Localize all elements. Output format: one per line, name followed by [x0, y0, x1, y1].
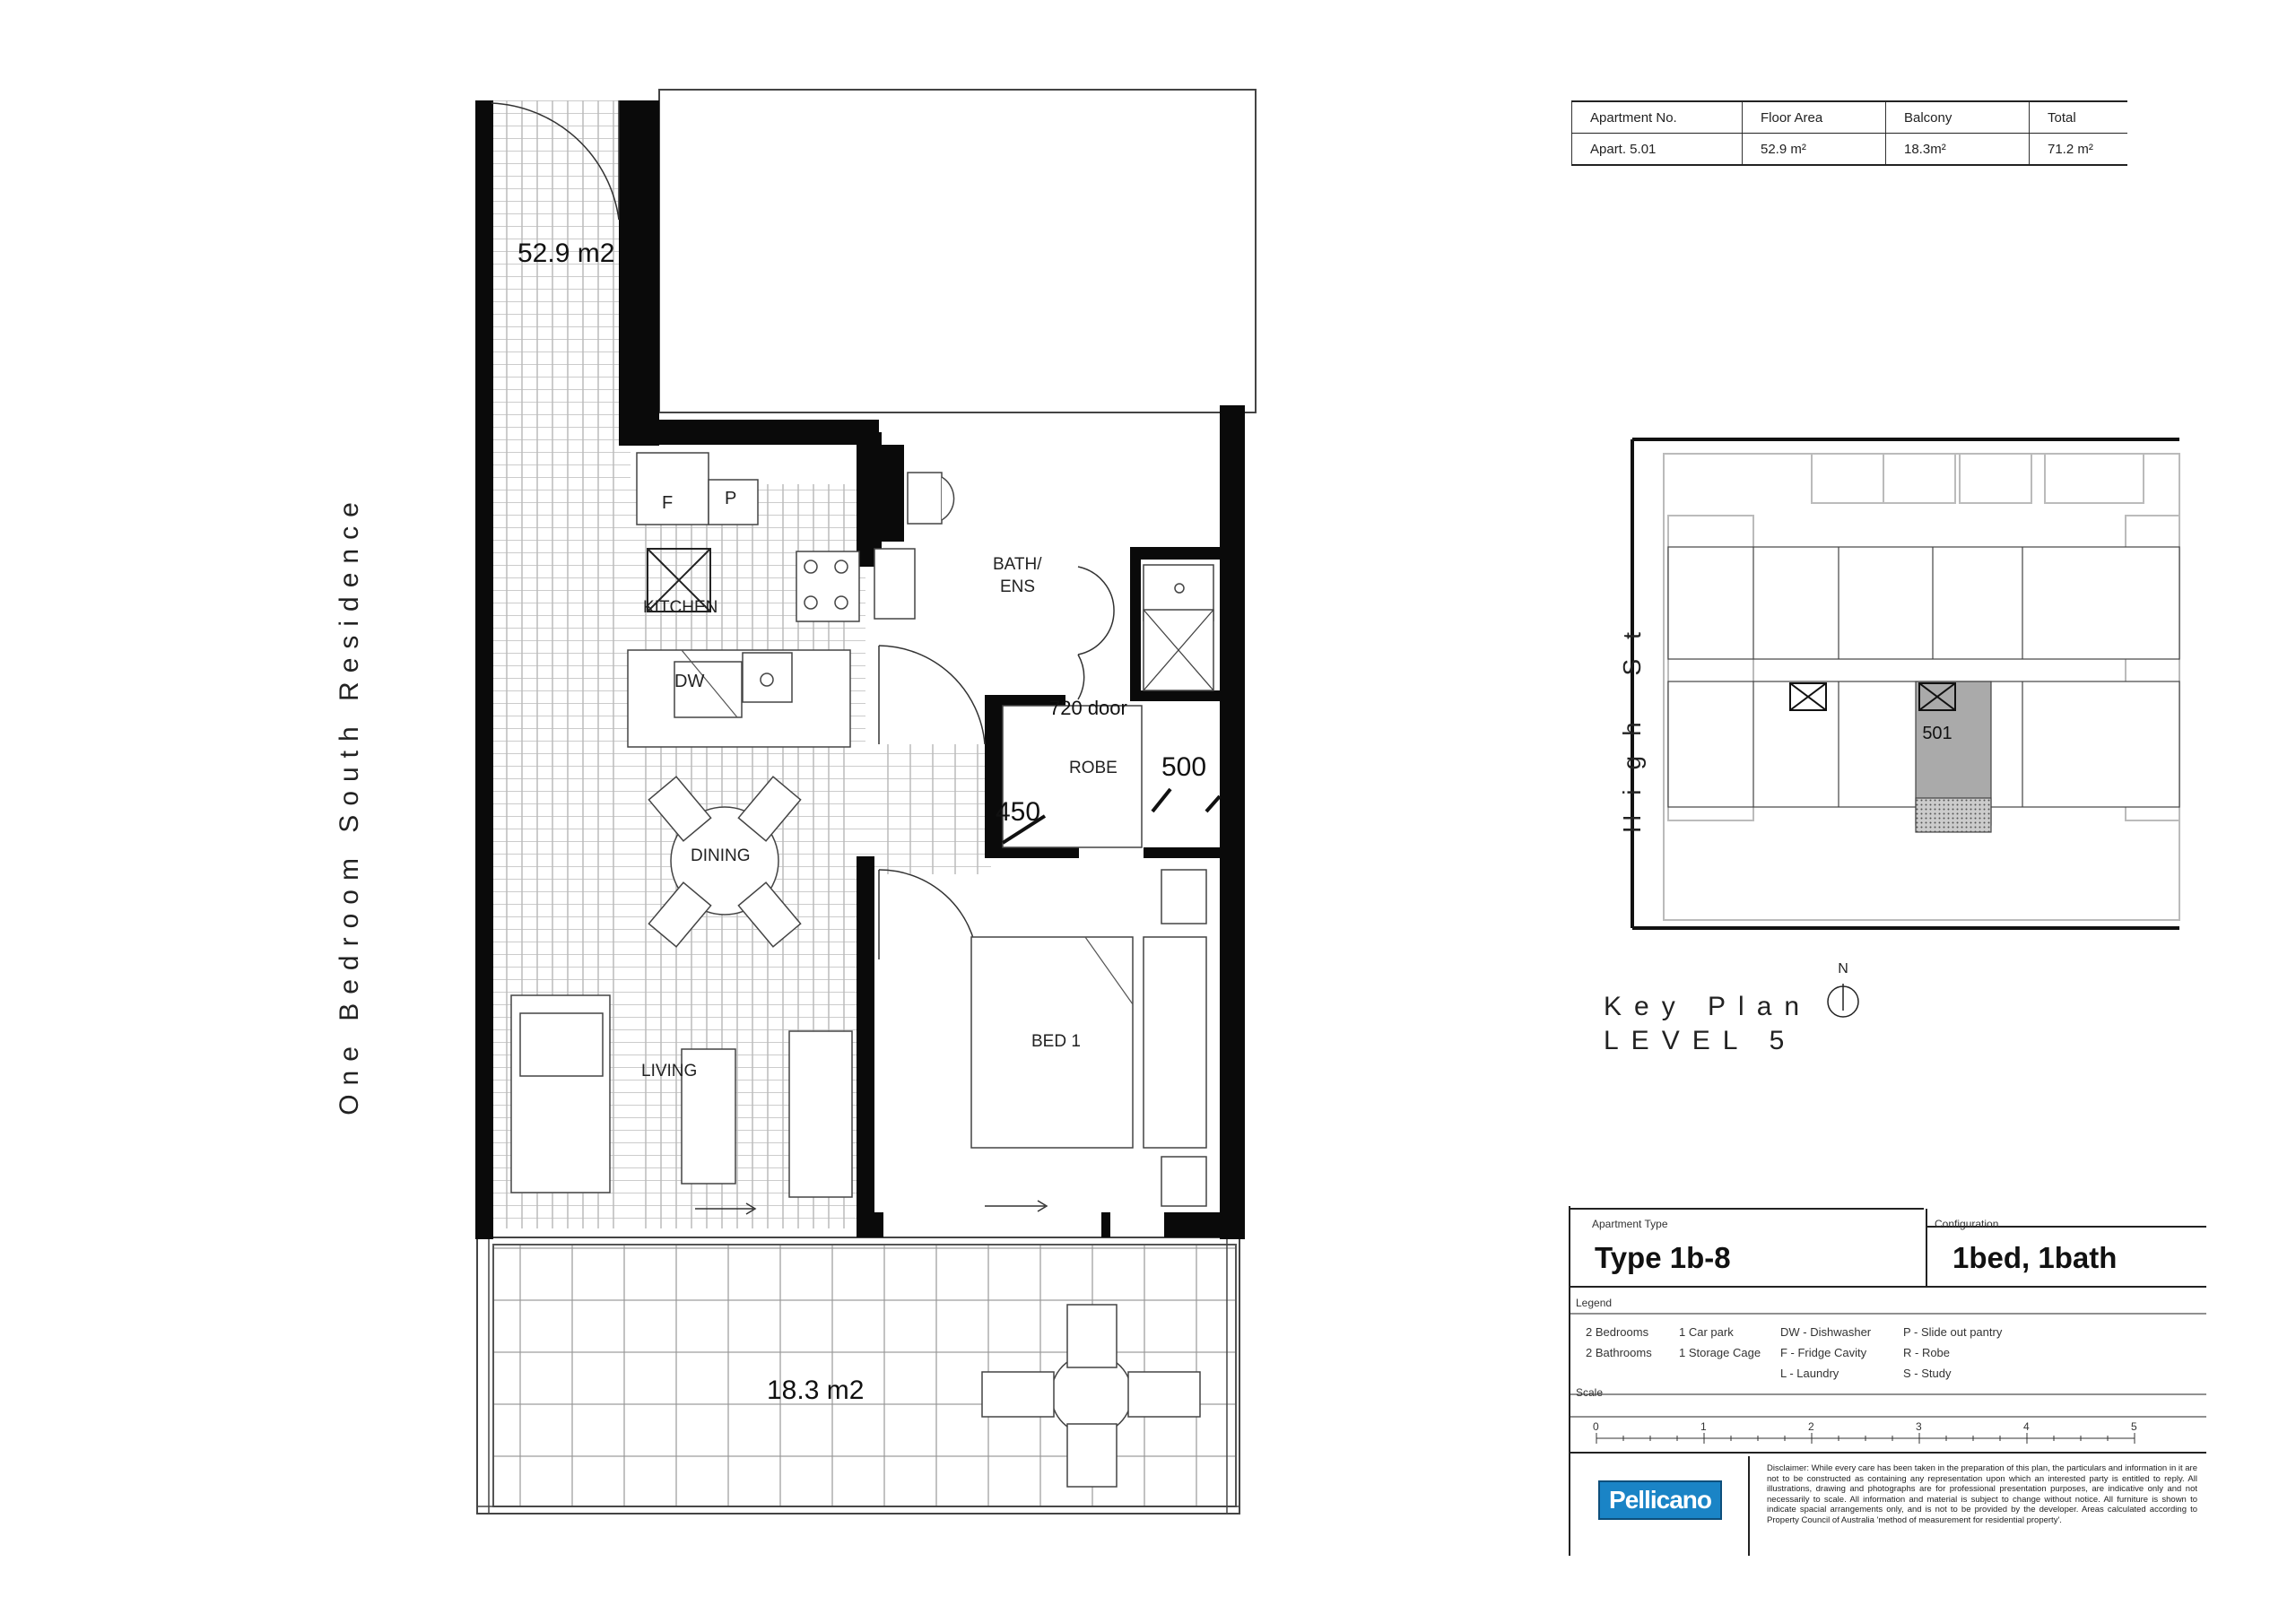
balcony-area-label: 18.3 m2 — [767, 1376, 865, 1405]
key-plan-title-line2: LEVEL 5 — [1604, 1026, 1797, 1055]
legend-item: R - Robe — [1903, 1346, 1951, 1359]
bed — [971, 870, 1206, 1206]
fridge-label: F — [662, 493, 674, 513]
header-balcony: Balcony — [1885, 102, 2029, 133]
living-label: LIVING — [641, 1062, 698, 1081]
cell-apartment-no: Apart. 5.01 — [1571, 134, 1742, 164]
table-data-row — [1571, 134, 2127, 164]
configuration-caption: Configuration — [1935, 1218, 1999, 1230]
robe-label: ROBE — [1069, 759, 1118, 777]
dishwasher-label: DW — [674, 672, 705, 691]
legend-item: L - Laundry — [1780, 1367, 1839, 1380]
table-header-row — [1571, 102, 2127, 133]
neighbour-void — [659, 90, 1256, 412]
header-floor-area: Floor Area — [1742, 102, 1885, 133]
robe-depth-dim: 500 — [1161, 752, 1207, 782]
bath-label: BATH/ — [993, 555, 1042, 574]
bathroom-fittings — [874, 473, 1213, 690]
north-label: N — [1838, 961, 1848, 976]
legend-item: P - Slide out pantry — [1903, 1325, 2003, 1339]
robe-width-dim: 450 — [996, 797, 1041, 827]
legend-item: DW - Dishwasher — [1780, 1325, 1872, 1339]
apartment-type-caption: Apartment Type — [1592, 1218, 1668, 1230]
cell-floor-area: 52.9 m² — [1742, 134, 1885, 164]
scale-tick-label: 0 — [1593, 1420, 1599, 1433]
key-plan-unit-label: 501 — [1922, 724, 1952, 743]
scale-caption: Scale — [1576, 1386, 1604, 1399]
north-arrow-icon — [1821, 955, 1866, 1027]
disclaimer-text: Disclaimer: While every care has been taken in the preparation of this plan, the particulars and information in it are not to be constructed as containing any representation upon which an interested party is entitled to reply. All illustrations, drawing and photographs are for professional presentation purposes, are indicative only and not necessarily to scale. All information and material is subject to change without notice. All furniture is shown to indicate spacial arrangements only, and is not to be provided by the developer. Areas calculated according to Property Council of Australia 'method of measurement for residential property'. — [1767, 1463, 2197, 1525]
kitchen-label: KITCHEN — [643, 598, 718, 617]
apartment-type-value: Type 1b-8 — [1595, 1241, 1731, 1274]
key-plan-drawing — [1614, 430, 2188, 959]
legend-item: S - Study — [1903, 1367, 1952, 1380]
ens-label: ENS — [1000, 577, 1036, 596]
legend-item: 1 Car park — [1679, 1325, 1734, 1339]
pantry-label: P — [725, 489, 737, 508]
scale-tick-label: 4 — [2023, 1420, 2030, 1433]
legend-item: 2 Bathrooms — [1586, 1346, 1652, 1359]
scale-tick-label: 2 — [1808, 1420, 1814, 1433]
pellicano-logo: Pellicano — [1598, 1480, 1722, 1520]
apartment-schedule-table — [1571, 100, 2127, 166]
table-bottom-rule — [1571, 164, 2127, 166]
legend-caption: Legend — [1576, 1297, 1613, 1309]
scale-tick-label: 1 — [1700, 1420, 1707, 1433]
cell-total: 71.2 m² — [2029, 134, 2127, 164]
header-apartment-no: Apartment No. — [1571, 102, 1742, 133]
key-plan-title — [1604, 990, 1812, 1058]
legend-item: 2 Bedrooms — [1586, 1325, 1649, 1339]
door-width-label: 720 door — [1049, 697, 1127, 719]
header-total: Total — [2029, 102, 2127, 133]
interior-area-label: 52.9 m2 — [517, 239, 615, 268]
bed-label: BED 1 — [1031, 1032, 1081, 1051]
cell-balcony: 18.3m² — [1885, 134, 2029, 164]
scale-tick-label: 3 — [1916, 1420, 1922, 1433]
dining-label: DINING — [691, 846, 751, 865]
key-plan-street-label: High St — [1618, 612, 1646, 833]
plan-side-label: One Bedroom South Residence — [335, 493, 364, 1115]
configuration-value: 1bed, 1bath — [1952, 1241, 2118, 1274]
key-plan-title-line1: Key Plan — [1604, 992, 1813, 1021]
legend-item: F - Fridge Cavity — [1780, 1346, 1867, 1359]
scale-tick-label: 5 — [2131, 1420, 2137, 1433]
legend-item: 1 Storage Cage — [1679, 1346, 1761, 1359]
